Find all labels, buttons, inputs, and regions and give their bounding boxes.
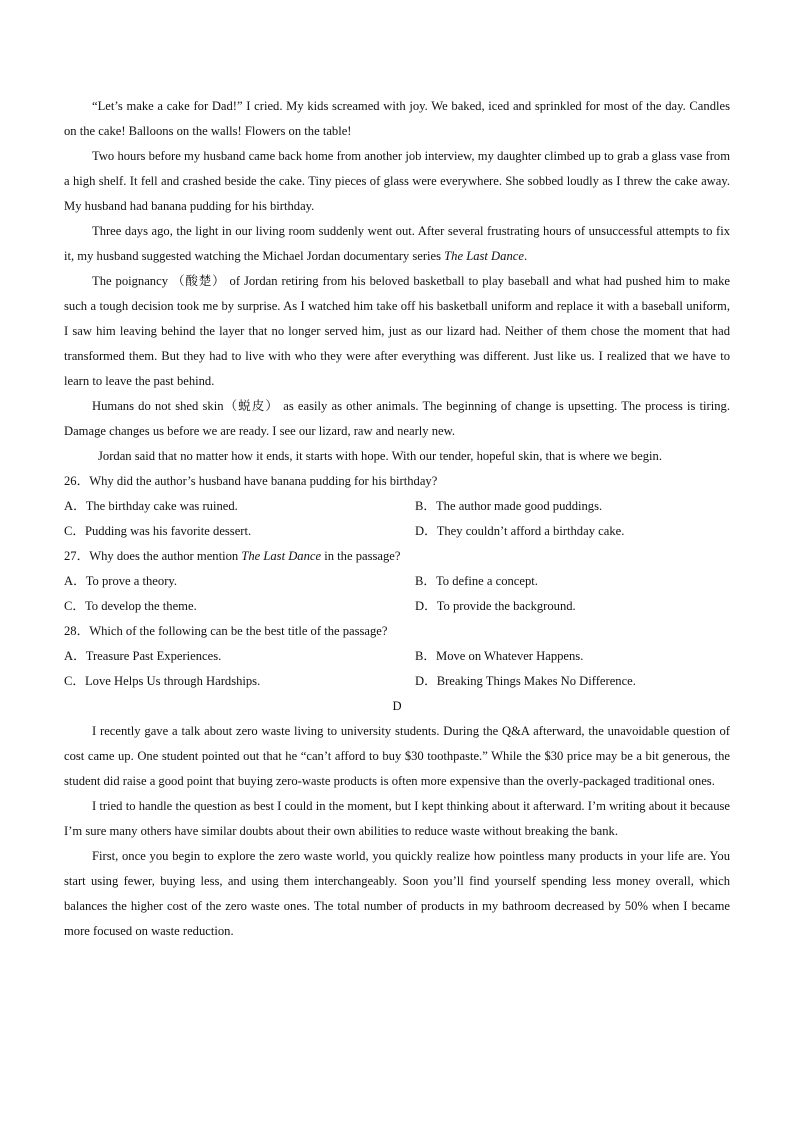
question-28-option-d: D．Breaking Things Makes No Difference. bbox=[415, 674, 636, 688]
question-27-italic-title: The Last Dance bbox=[241, 549, 322, 563]
question-27-option-a: A．To prove a theory. bbox=[64, 574, 178, 588]
documentary-title: The Last Dance bbox=[444, 249, 524, 263]
passage-c-paragraph-3 bbox=[64, 219, 730, 269]
passage-c-paragraph-1: “Let’s make a cake for Dad!” I cried. My kids screamed with joy. We baked, iced and sprinkled for most of the day. Candles on the cake! Balloons on the walls! Flowers on the table! bbox=[64, 99, 730, 138]
question-26-option-a: A．The birthday cake was ruined. bbox=[64, 499, 238, 513]
passage-c-paragraph-2: Two hours before my husband came back home from another job interview, my daughter climbed up to grab a glass vase from a high shelf. It fell and crashed beside the cake. Tiny pieces of glass were everywhere. She sobbed loudly as I threw the cake away. My husband had banana pudding for his birthday. bbox=[64, 149, 730, 213]
question-27-options-row-2 bbox=[64, 594, 730, 619]
paragraph-3-end: . bbox=[523, 249, 528, 263]
question-27-options-row-1 bbox=[64, 569, 730, 594]
question-28-option-a: A．Treasure Past Experiences. bbox=[64, 649, 222, 663]
passage-c-paragraph-5: Humans do not shed skin（蜕皮） as easily as other animals. The beginning of change is upsetting. The process is tiring. Damage changes us before we are ready. I see our lizard, raw and nearly new. bbox=[64, 399, 730, 438]
question-27-stem-end: in the passage? bbox=[321, 549, 401, 563]
exam-page bbox=[64, 94, 730, 944]
question-28-options-row-1 bbox=[64, 644, 730, 669]
question-28-options-row-2 bbox=[64, 669, 730, 694]
passage-d-paragraph-3: First, once you begin to explore the zero waste world, you quickly realize how pointless many products in your life are. You start using fewer, buying less, and using them interchangeably. Soon you’ll find yourself spending less money overall, which balances the higher cost of the zero waste ones. The total number of products in my bathroom decreased by 50% when I became more focused on waste reduction. bbox=[64, 849, 730, 938]
question-26-options-row-2 bbox=[64, 519, 730, 544]
paragraph-3-text: Three days ago, the light in our living room suddenly went out. After several frustrating hours of unsuccessful attempts to fix it, my husband suggested watching the Michael Jordan documentary series bbox=[64, 224, 730, 263]
question-26-option-d: D．They couldn’t afford a birthday cake. bbox=[415, 524, 625, 538]
question-28-option-b: B．Move on Whatever Happens. bbox=[415, 649, 584, 663]
passage-d-paragraph-1: I recently gave a talk about zero waste living to university students. During the Q&A afterward, the unavoidable question of cost came up. One student pointed out that he “can’t afford to buy $30 toothpaste.” While the $30 price may be a bit generous, the student did raise a good point that buying zero-waste products is often more expensive than the overly-packaged traditional ones. bbox=[64, 724, 730, 788]
question-27-option-b: B．To define a concept. bbox=[415, 574, 538, 588]
question-26-option-b: B．The author made good puddings. bbox=[415, 499, 603, 513]
question-26-stem: 26．Why did the author’s husband have banana pudding for his birthday? bbox=[64, 474, 438, 488]
question-27-stem-start: 27．Why does the author mention bbox=[64, 549, 242, 563]
passage-c-paragraph-4: The poignancy （酸楚） of Jordan retiring from his beloved basketball to play baseball and what had pushed him to make such a tough decision took me by surprise. As I watched him take off his basketball uniform and replace it with a baseball uniform, I saw him leaving behind the layer that no longer served him, just as our lizard had. Neither of them chose the moment that had transformed them. But they had to live with who they were after everything was different. Just like us. I realized that we have to learn to leave the past behind. bbox=[64, 274, 730, 388]
passage-c-paragraph-6: Jordan said that no matter how it ends, it starts with hope. With our tender, hopeful skin, that is where we begin. bbox=[98, 449, 662, 463]
question-28-stem: 28．Which of the following can be the best title of the passage? bbox=[64, 624, 388, 638]
question-27-option-c: C．To develop the theme. bbox=[64, 599, 197, 613]
question-28-option-c: C．Love Helps Us through Hardships. bbox=[64, 674, 261, 688]
question-27-stem bbox=[64, 544, 730, 569]
question-27-option-d: D．To provide the background. bbox=[415, 599, 576, 613]
question-26-option-c: C．Pudding was his favorite dessert. bbox=[64, 524, 252, 538]
question-26-options-row-1 bbox=[64, 494, 730, 519]
section-heading-d: D bbox=[392, 699, 402, 713]
passage-d-paragraph-2: I tried to handle the question as best I could in the moment, but I kept thinking about it afterward. I’m writing about it because I’m sure many others have similar doubts about their own abilities to reduce waste without breaking the bank. bbox=[64, 799, 730, 838]
